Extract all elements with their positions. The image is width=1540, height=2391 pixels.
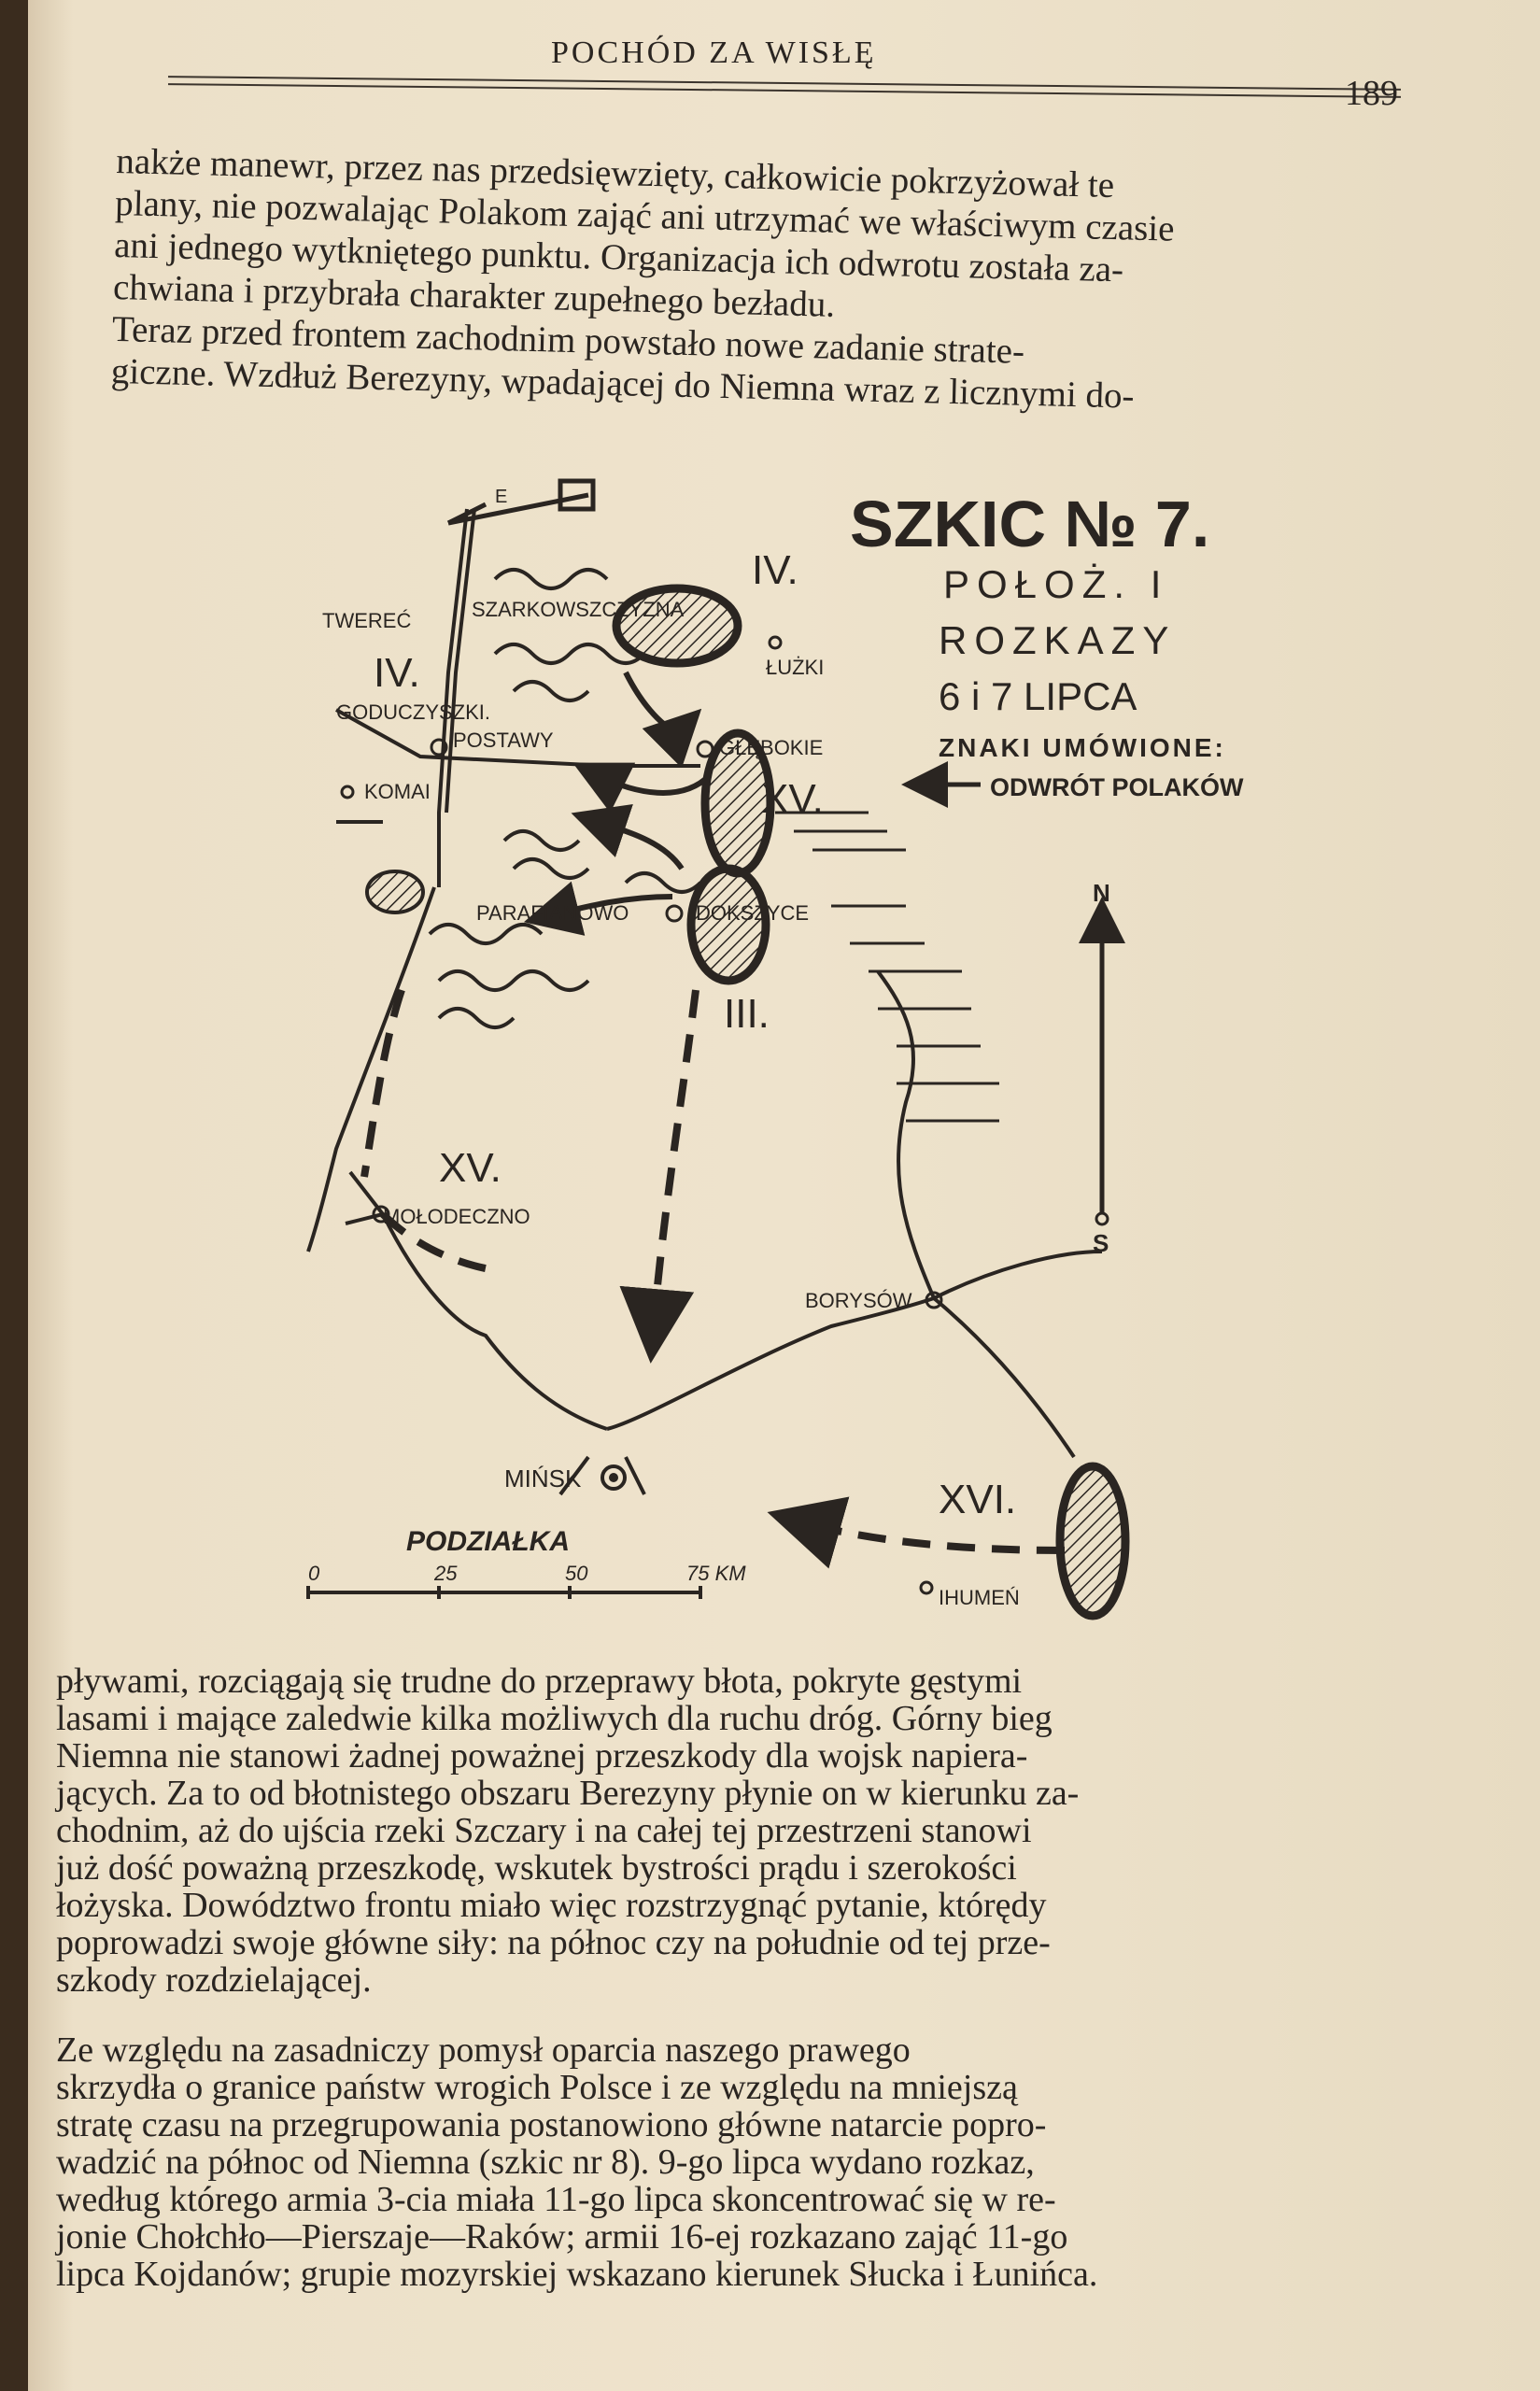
road-molodeczno-minsk <box>383 1214 607 1429</box>
place-luzki: ŁUŻKI <box>766 656 825 679</box>
place-borysow: BORYSÓW <box>805 1289 912 1312</box>
small-unit-position <box>367 871 423 913</box>
place-ihumen: IHUMEŃ <box>939 1586 1020 1609</box>
scale-tick-0: 0 <box>308 1562 320 1585</box>
army-label-iv-east: IV. <box>752 547 798 593</box>
army-label-iii: III. <box>724 991 770 1037</box>
marsh-symbol <box>495 570 607 588</box>
compass-south-label: S <box>1093 1229 1109 1257</box>
place-minsk: MIŃSK <box>504 1464 582 1493</box>
place-glebokie: GŁĘBOKIE <box>719 736 824 759</box>
place-dokszyce: DOKSZYCE <box>696 901 810 925</box>
map-subtitle-1: POŁOŻ. I <box>943 562 1169 606</box>
retreat-arrow-4 <box>626 672 682 730</box>
paragraph-bottom: Ze względu na zasadniczy pomysł oparcia naszego prawego skrzydła o granice państw wrogich Polsce i ze względu na mniejszą stratę czasu na przegrupowania postanowiono główne natarcie popro- wadzić na północ od Niemna (szkic nr 8). 9-go lipca wydano rozkaz, według którego armia 3-cia miała 11-go lipca skoncentrować się w re- jonie Chołchło—Pierszaje—Raków; armii 16-ej rozkazano zająć 11-go lipca Kojdanów; grupie mozyrskiej wskazano kierunek Słucka i Łunińca. <box>56 2030 1098 2294</box>
scale-label: PODZIAŁKA <box>406 1526 570 1557</box>
scale-tick-50: 50 <box>565 1562 588 1585</box>
army-xvi-position <box>1060 1466 1125 1616</box>
place-szarkowszczyzna: SZARKOWSZCZYZNA <box>472 598 685 621</box>
running-head: POCHÓD ZA WISŁĘ <box>551 35 877 70</box>
paragraph-top: nakże manewr, przez nas przedsięwzięty, całkowicie pokrzyżował te plany, nie pozwalając Polakom zająć ani utrzymać we właściwym czasie ani jednego wytkniętego punktu. Organizacja ich odwrotu została za- chwiana i przybrała charakter zupełnego bezładu. Teraz przed frontem zachodnim powstało nowe zadanie strate- giczne. Wzdłuż Berezyny, wpadającej do Niemna wraz z licznymi do- <box>110 140 1176 417</box>
paragraph-middle: pływami, rozciągają się trudne do przeprawy błota, pokryte gęstymi lasami i mające zaledwie kilka możliwych dla ruchu dróg. Górny bieg Niemna nie stanowi żadnej poważnej przeszkody dla wojsk napiera- jących. Za to od błotnistego obszaru Berezyny płynie on w kierunku za- chodnim, aż do ujścia rzeki Szczary i na całej tej przestrzeni stanowi już dość poważną przeszkodę, wskutek bystrości prądu i szerokości łożyska. Dowództwo frontu miało więc rozstrzygnąć pytanie, którędy poprowadzi swoje główne siły: na północ czy na południe od tej prze- szkody rozdzielającej. <box>56 1662 1080 2000</box>
scale-tick-75: 75 KM <box>686 1562 746 1585</box>
legend-item: ODWRÓT POLAKÓW <box>990 773 1244 801</box>
sketch-map <box>28 0 1540 1681</box>
legend-heading: ZNAKI UMÓWIONE: <box>939 733 1226 762</box>
dashed-arrow-iii <box>654 990 696 1326</box>
compass-north-label: N <box>1093 879 1110 907</box>
army-label-iv-west: IV. <box>374 650 420 696</box>
marsh-hatch-east <box>775 813 999 1121</box>
compass-east-label: E <box>495 487 508 507</box>
place-molodeczno: MOŁODECZNO <box>383 1205 530 1228</box>
place-komai: KOMAI <box>364 780 431 803</box>
army-label-xvi: XVI. <box>939 1477 1017 1522</box>
place-goduczyszki: GODUCZYSZKI. <box>336 700 491 724</box>
dashed-arrow-xv <box>364 990 402 1177</box>
army-iii-position <box>691 869 766 981</box>
place-parafianowo: PARAFIANOWO <box>476 901 629 925</box>
place-twerec: TWEREĆ <box>322 609 412 632</box>
scale-bar <box>308 1586 700 1599</box>
map-subtitle-2: ROZKAZY <box>939 618 1177 662</box>
retreat-arrow-2 <box>598 822 682 869</box>
road-borysow-east <box>934 1252 1102 1298</box>
page-number: 189 <box>1345 74 1398 113</box>
army-label-xv-north: XV. <box>761 776 824 822</box>
dashed-arrow-xvi <box>803 1522 1065 1550</box>
book-page <box>28 0 1540 2391</box>
road-borysow-south <box>934 1298 1074 1457</box>
place-postawy: POSTAWY <box>453 729 554 752</box>
map-subtitle-3: 6 i 7 LIPCA <box>939 674 1137 718</box>
army-label-xv-south: XV. <box>439 1145 502 1191</box>
compass-east-arrow <box>448 481 593 523</box>
scale-tick-25: 25 <box>434 1562 458 1585</box>
river-berezyna <box>878 971 934 1298</box>
retreat-arrow-1 <box>598 775 710 793</box>
map-title: SZKIC № 7. <box>850 488 1210 560</box>
